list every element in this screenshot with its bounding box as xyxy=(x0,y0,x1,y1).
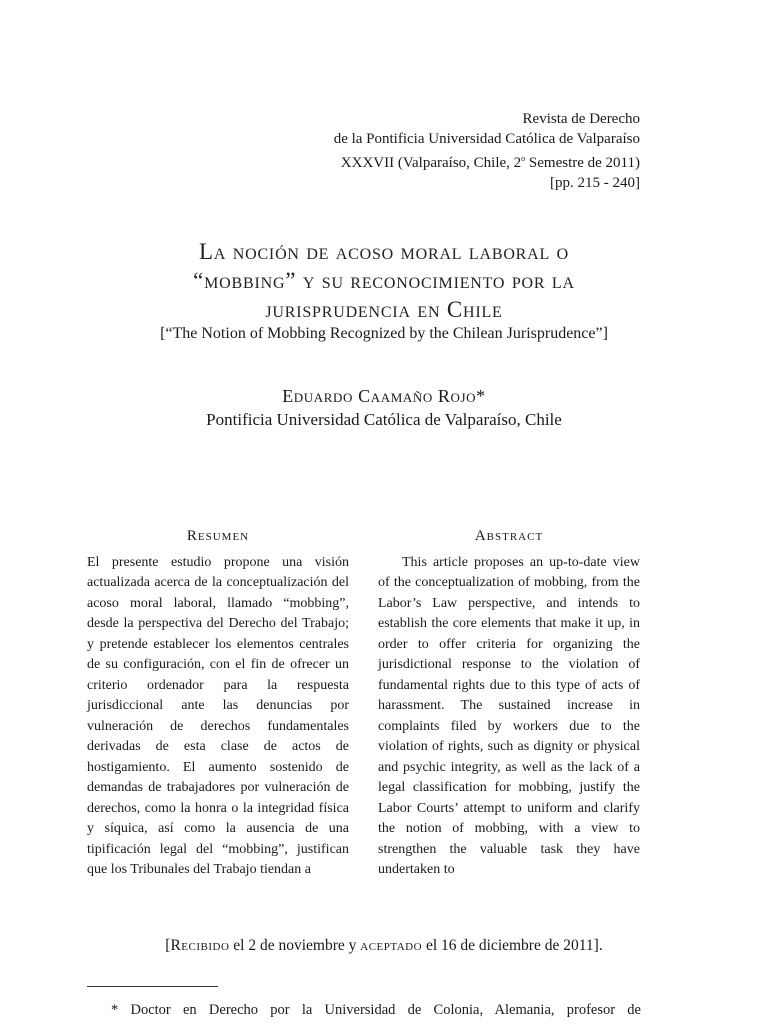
journal-name: Revista de Derecho xyxy=(522,111,640,127)
abstract-body: This article proposes an up-to-date view of the conceptualization of mobbing, from the Labor’s Law perspective, and intends to establish the core elements that make it up, in order to offer criteria for organizing the jurisdictional response to the violation of fundamental rights due to this type of acts of harassment. The sustained increase in complaints filed by workers due to the violation of rights, such as dignity or physical and psychic integrity, as well as the lack of a legal classification for mobbing, justify the Labor Courts’ attempt to uniform and clarify the notion of mobbing, with a view to strengthen the valuable task they have undertaken to xyxy=(378,554,640,877)
abstract-heading: Abstract xyxy=(474,528,544,544)
journal-volume-sup: o xyxy=(521,154,526,163)
journal-volume-post: Semestre de 2011) xyxy=(525,155,640,171)
author-name-text: Eduardo Caamaño Rojo xyxy=(282,386,477,406)
footnote: * Doctor en Derecho por la Universidad de Colonia, Alemania, profesor de xyxy=(111,1002,641,1018)
author-name xyxy=(84,384,684,408)
resumen-column xyxy=(87,526,349,881)
received-open: [ xyxy=(165,937,171,954)
received-word: Recibido xyxy=(170,937,230,954)
received-dates xyxy=(84,936,684,956)
article-title xyxy=(84,237,684,324)
received-end: el 16 de diciembre de 2011]. xyxy=(422,937,603,954)
article-title-english: [“The Notion of Mobbing Recognized by the Chilean Jurisprudence”] xyxy=(160,325,608,342)
journal-pages: [pp. 215 - 240] xyxy=(550,175,640,191)
author-footnote-mark: * xyxy=(476,386,486,406)
received-mid: el 2 de noviembre y xyxy=(229,937,361,954)
footnote-divider xyxy=(87,986,218,987)
resumen-heading: Resumen xyxy=(186,528,250,544)
title-line-2: “mobbing” y su reconocimiento por la xyxy=(193,268,575,293)
resumen-body: El presente estudio propone una visión actualizada acerca de la conceptualización del acoso moral laboral, llamado “mobbing”, desde la perspectiva del Derecho del Trabajo; y pretende establecer los elementos centrales de su configuración, con el fin de ofrecer un criterio ordenador para la respuesta jurisdiccional ante las denuncias por vulneración de derechos fundamentales derivadas de esta clase de actos de hostigamiento. El aumento sostenido de demandas de trabajadores por vulneración de derechos, como la honra o la integridad física y síquica, así como la ausencia de una tipificación legal del “mobbing”, justifican que los Tribunales del Trabajo tiendan a xyxy=(87,554,349,877)
journal-volume xyxy=(334,149,640,173)
accepted-word: aceptado xyxy=(360,937,423,954)
title-line-1: La noción de acoso moral laboral o xyxy=(199,239,569,264)
abstract-column xyxy=(378,526,640,881)
journal-header xyxy=(334,109,640,193)
author-affiliation: Pontificia Universidad Católica de Valparaíso, Chile xyxy=(206,410,562,429)
journal-institution: de la Pontificia Universidad Católica de Valparaíso xyxy=(333,131,640,147)
journal-volume-pre: XXXVII (Valparaíso, Chile, 2 xyxy=(340,155,522,171)
title-line-3: jurisprudencia en Chile xyxy=(265,297,503,322)
